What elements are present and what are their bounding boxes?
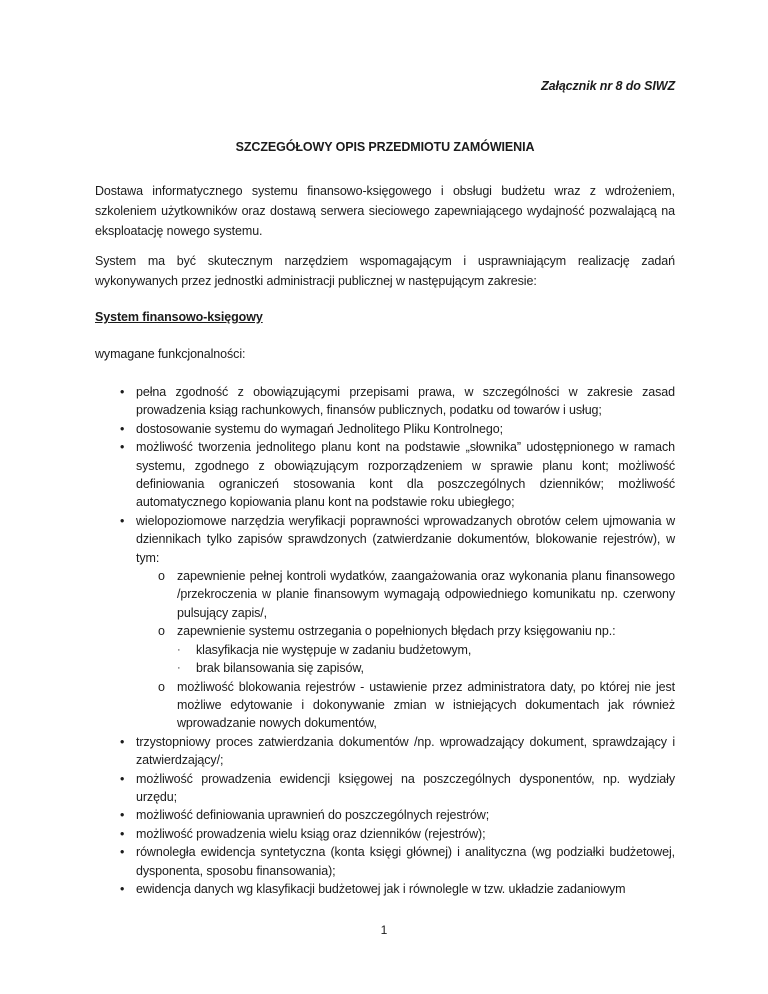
list-item-text: brak bilansowania się zapisów, — [196, 661, 364, 676]
list-item — [95, 420, 675, 438]
list-item-text: ewidencja danych wg klasyfikacji budżetowej jak i równolegle w tzw. układzie zadaniowym — [136, 881, 626, 896]
bullet-marker: • — [120, 808, 125, 823]
bullet-marker: • — [120, 513, 125, 528]
bullet-marker: • — [120, 881, 125, 896]
bullet-marker: · — [177, 662, 181, 675]
list-item-text: wielopoziomowe narzędzia weryfikacji poprawności wprowadzanych obrotów celem ujmowania w dziennikach tylko zapisów sprawdzonych (zatwierdzanie dokumentów, blokowanie rejestrów), w tym: — [136, 513, 675, 565]
list-item-text: trzystopniowy proces zatwierdzania dokumentów /np. wprowadzający dokument, sprawdzający i zatwierdzający/; — [136, 734, 675, 768]
bullet-marker: • — [120, 421, 125, 436]
list-item-text: możliwość tworzenia jednolitego planu kont na podstawie „słownika” udostępnionego w ramach systemu, zgodnego z obowiązującym rozporządzeniem w sprawie planu kont; możliwość definiowania ograniczeń stosowania kont dla poszczególnych dzienników; możliwość automatycznego kopiowania planu kont na podstawie roku ubiegłego; — [136, 440, 675, 510]
bullet-marker: o — [158, 679, 165, 694]
list-item-text: równoległa ewidencja syntetyczna (konta księgi głównej) i analityczna (wg podziałki budżetowej, dysponenta, sposobu finansowania); — [136, 845, 675, 878]
list-item — [95, 641, 675, 659]
list-item-text: dostosowanie systemu do wymagań Jednolitego Pliku Kontrolnego; — [136, 421, 503, 436]
list-item-text: klasyfikacja nie występuje w zadaniu budżetowym, — [196, 642, 472, 657]
list-item — [95, 770, 675, 807]
bullet-marker: o — [158, 624, 165, 639]
list-item — [95, 567, 675, 622]
list-item — [95, 825, 675, 843]
list-item — [95, 383, 675, 420]
list-item — [95, 733, 675, 770]
bullet-marker: • — [120, 826, 125, 841]
list-item-text: zapewnienie systemu ostrzegania o popełnionych błędach przy księgowaniu np.: — [177, 624, 616, 639]
list-item-text: możliwość prowadzenia ewidencji księgowej na poszczególnych dysponentów, np. wydziały urzędu; — [136, 771, 675, 804]
paragraph-scope: System ma być skutecznym narzędziem wspomagającym i usprawniającym realizację zadań wykonywanych przez jednostki administracji publicznej w następującym zakresie: — [95, 254, 675, 288]
list-item-text: pełna zgodność z obowiązującymi przepisami prawa, w szczególności w zakresie zasad prowadzenia ksiąg rachunkowych, finansów publicznych, podatku od towarów i usług; — [136, 385, 675, 418]
bullet-marker: • — [120, 385, 125, 399]
list-item — [95, 678, 675, 733]
list-item — [95, 806, 675, 824]
bullet-marker: o — [158, 569, 165, 584]
document-title: SZCZEGÓŁOWY OPIS PRZEDMIOTU ZAMÓWIENIA — [235, 140, 535, 154]
list-item-text: zapewnienie pełnej kontroli wydatków, zaangażowania oraz wykonania planu finansowego /przekroczenia w planie finansowym wymagają odpowiedniego komunikatu np. czerwony pulsujący zapis/, — [177, 569, 675, 620]
section-heading: System finansowo-księgowy — [95, 310, 263, 324]
page-number: 1 — [380, 923, 388, 937]
list-item — [95, 622, 675, 640]
bullet-marker: • — [120, 440, 125, 455]
list-intro: wymagane funkcjonalności: — [95, 347, 246, 361]
paragraph-intro: Dostawa informatycznego systemu finansowo-księgowego i obsługi budżetu wraz z wdrożeniem, szkoleniem użytkowników oraz dostawą serwera sieciowego zapewniającego wydajność pozwalającą na eksploatację nowego systemu. — [95, 184, 675, 238]
list-item — [95, 659, 675, 677]
list-item-text: możliwość definiowania uprawnień do poszczególnych rejestrów; — [136, 808, 490, 823]
bullet-marker: • — [120, 734, 125, 749]
attachment-note: Załącznik nr 8 do SIWZ — [541, 79, 675, 93]
bullet-marker: · — [177, 643, 181, 656]
requirements-list — [95, 383, 675, 898]
list-item — [95, 880, 675, 898]
list-item — [95, 512, 675, 567]
list-item — [95, 438, 675, 512]
list-item — [95, 843, 675, 880]
list-item-text: możliwość blokowania rejestrów - ustawienie przez administratora daty, po której nie jest możliwe edytowanie i dokonywanie zmian w istniejących dokumentach jak również wprowadzanie nowych dokumentów, — [177, 679, 675, 731]
bullet-marker: • — [120, 845, 125, 860]
list-item-text: możliwość prowadzenia wielu ksiąg oraz dzienników (rejestrów); — [136, 826, 486, 841]
bullet-marker: • — [120, 771, 125, 786]
